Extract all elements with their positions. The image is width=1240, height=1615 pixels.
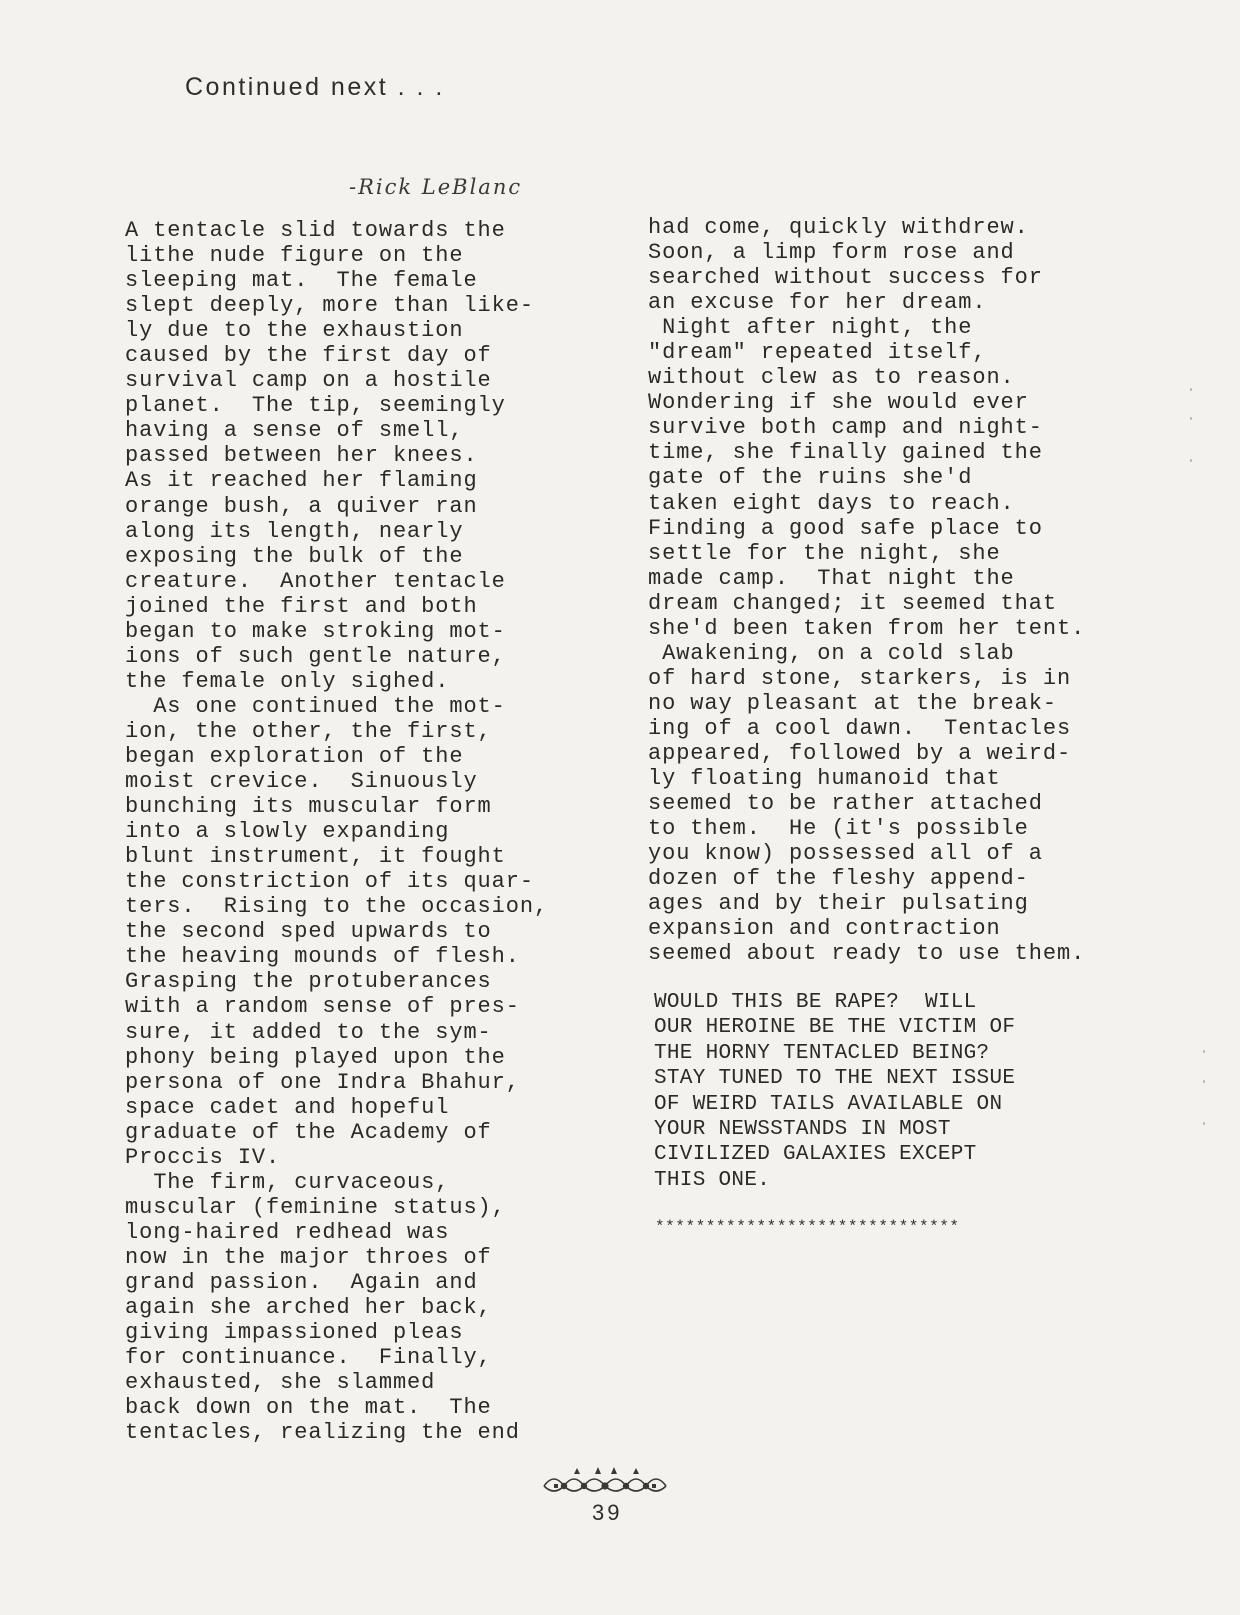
text-line: slept deeply, more than like- [125, 293, 534, 319]
text-line: ages and by their pulsating [648, 891, 1029, 917]
author-byline: -Rick LeBlanc [349, 175, 523, 199]
text-line: YOUR NEWSSTANDS IN MOST [654, 1117, 951, 1141]
text-line: bunching its muscular form [125, 794, 492, 820]
text-line: Finding a good safe place to [648, 515, 1043, 541]
text-line: searched without success for [648, 265, 1043, 291]
text-line: the second sped upwards to [125, 919, 492, 945]
text-line: the heaving mounds of flesh. [125, 944, 520, 970]
text-line: persona of one Indra Bhahur, [125, 1069, 520, 1095]
text-line: joined the first and both [125, 593, 478, 619]
text-line: As one continued the mot- [125, 693, 506, 719]
text-line: long-haired redhead was [125, 1219, 450, 1245]
text-line: ly floating humanoid that [648, 766, 1001, 792]
text-line: ing of a cool dawn. Tentacles [648, 715, 1072, 741]
text-line: STAY TUNED TO THE NEXT ISSUE [654, 1067, 1016, 1091]
text-line: you know) possessed all of a [648, 841, 1043, 867]
text-line: back down on the mat. The [125, 1395, 492, 1421]
text-line: again she arched her back, [125, 1295, 492, 1321]
paper-speck [1203, 1122, 1205, 1125]
text-line: without clew as to reason. [648, 365, 1015, 391]
teaser-block [654, 990, 1124, 1193]
text-line: As it reached her flaming [125, 468, 478, 494]
text-line: no way pleasant at the break- [648, 690, 1057, 716]
text-line: caused by the first day of [125, 343, 492, 369]
text-line: seemed to be rather attached [648, 791, 1043, 817]
text-line: the constriction of its quar- [125, 869, 534, 895]
text-line: time, she finally gained the [648, 440, 1043, 466]
story-right-column [648, 215, 1118, 966]
text-line: settle for the night, she [648, 540, 1001, 566]
text-line: phony being played upon the [125, 1044, 506, 1070]
text-line: of hard stone, starkers, is in [648, 665, 1072, 691]
text-line: seemed about ready to use them. [648, 941, 1086, 967]
text-line: space cadet and hopeful [125, 1094, 450, 1120]
paper-speck [1190, 417, 1192, 420]
continued-heading: Continued next . . . [185, 73, 445, 101]
text-line: made camp. That night the [648, 565, 1015, 591]
text-line: dozen of the fleshy append- [648, 866, 1029, 892]
text-line: gate of the ruins she'd [648, 465, 973, 491]
text-line: WOULD THIS BE RAPE? WILL [654, 991, 977, 1014]
paper-speck [1190, 459, 1192, 462]
text-line: dream changed; it seemed that [648, 590, 1057, 616]
text-line: ters. Rising to the occasion, [125, 894, 549, 920]
text-line: Night after night, the [648, 315, 973, 341]
page-number: 39 [592, 1500, 623, 1525]
text-line: creature. Another tentacle [125, 568, 506, 594]
text-line: with a random sense of pres- [125, 994, 520, 1020]
text-line: grand passion. Again and [125, 1269, 478, 1295]
text-line: she'd been taken from her tent. [648, 615, 1086, 641]
text-line: for continuance. Finally, [125, 1345, 492, 1371]
text-line: OF WEIRD TAILS AVAILABLE ON [654, 1092, 1003, 1116]
text-line: THE HORNY TENTACLED BEING? [654, 1041, 990, 1065]
text-line: sleeping mat. The female [125, 268, 478, 294]
text-line: Proccis IV. [125, 1144, 281, 1170]
text-line: exposing the bulk of the [125, 543, 464, 569]
text-line: Soon, a limp form rose and [648, 240, 1015, 266]
text-line: The firm, curvaceous, [125, 1169, 450, 1195]
text-line: A tentacle slid towards the [125, 218, 506, 243]
text-line: "dream" repeated itself, [648, 340, 987, 366]
text-line: Grasping the protuberances [125, 969, 492, 995]
text-line: had come, quickly withdrew. [648, 215, 1029, 240]
text-line: graduate of the Academy of [125, 1119, 492, 1145]
text-line: moist crevice. Sinuously [125, 769, 478, 795]
text-line: now in the major throes of [125, 1244, 492, 1270]
story-left-column [125, 218, 595, 1445]
text-line: the female only sighed. [125, 668, 450, 694]
text-line: to them. He (it's possible [648, 816, 1029, 842]
text-line: muscular (feminine status), [125, 1194, 506, 1220]
text-line: expansion and contraction [648, 916, 1001, 942]
text-line: ly due to the exhaustion [125, 318, 464, 344]
text-line: sure, it added to the sym- [125, 1019, 492, 1045]
text-line: survival camp on a hostile [125, 368, 492, 394]
text-line: passed between her knees. [125, 443, 478, 469]
text-line: OUR HEROINE BE THE VICTIM OF [654, 1016, 1016, 1040]
paper-speck [1190, 388, 1192, 391]
text-line: into a slowly expanding [125, 819, 450, 845]
text-line: an excuse for her dream. [648, 290, 987, 316]
text-line: giving impassioned pleas [125, 1320, 464, 1346]
text-line: along its length, nearly [125, 518, 464, 544]
text-line: taken eight days to reach. [648, 490, 1015, 516]
text-line: appeared, followed by a weird- [648, 740, 1072, 766]
text-line: blunt instrument, it fought [125, 844, 506, 870]
text-line: tentacles, realizing the end [125, 1420, 520, 1446]
text-line: survive both camp and night- [648, 415, 1043, 441]
text-line: Awakening, on a cold slab [648, 640, 1015, 666]
text-line: planet. The tip, seemingly [125, 393, 506, 419]
text-line: began exploration of the [125, 743, 464, 769]
paper-speck [1203, 1080, 1205, 1083]
text-line: ion, the other, the first, [125, 718, 492, 744]
text-line: began to make stroking mot- [125, 618, 506, 644]
asterisk-divider: ****************************** [655, 1218, 960, 1236]
text-line: having a sense of smell, [125, 418, 464, 444]
paper-speck [1203, 1050, 1205, 1053]
decorative-ornament-icon [540, 1462, 670, 1496]
text-line: THIS ONE. [654, 1168, 771, 1192]
text-line: exhausted, she slammed [125, 1370, 436, 1396]
text-line: orange bush, a quiver ran [125, 493, 478, 519]
text-line: lithe nude figure on the [125, 243, 464, 269]
text-line: ions of such gentle nature, [125, 643, 506, 669]
text-line: Wondering if she would ever [648, 390, 1029, 416]
text-line: CIVILIZED GALAXIES EXCEPT [654, 1143, 977, 1167]
